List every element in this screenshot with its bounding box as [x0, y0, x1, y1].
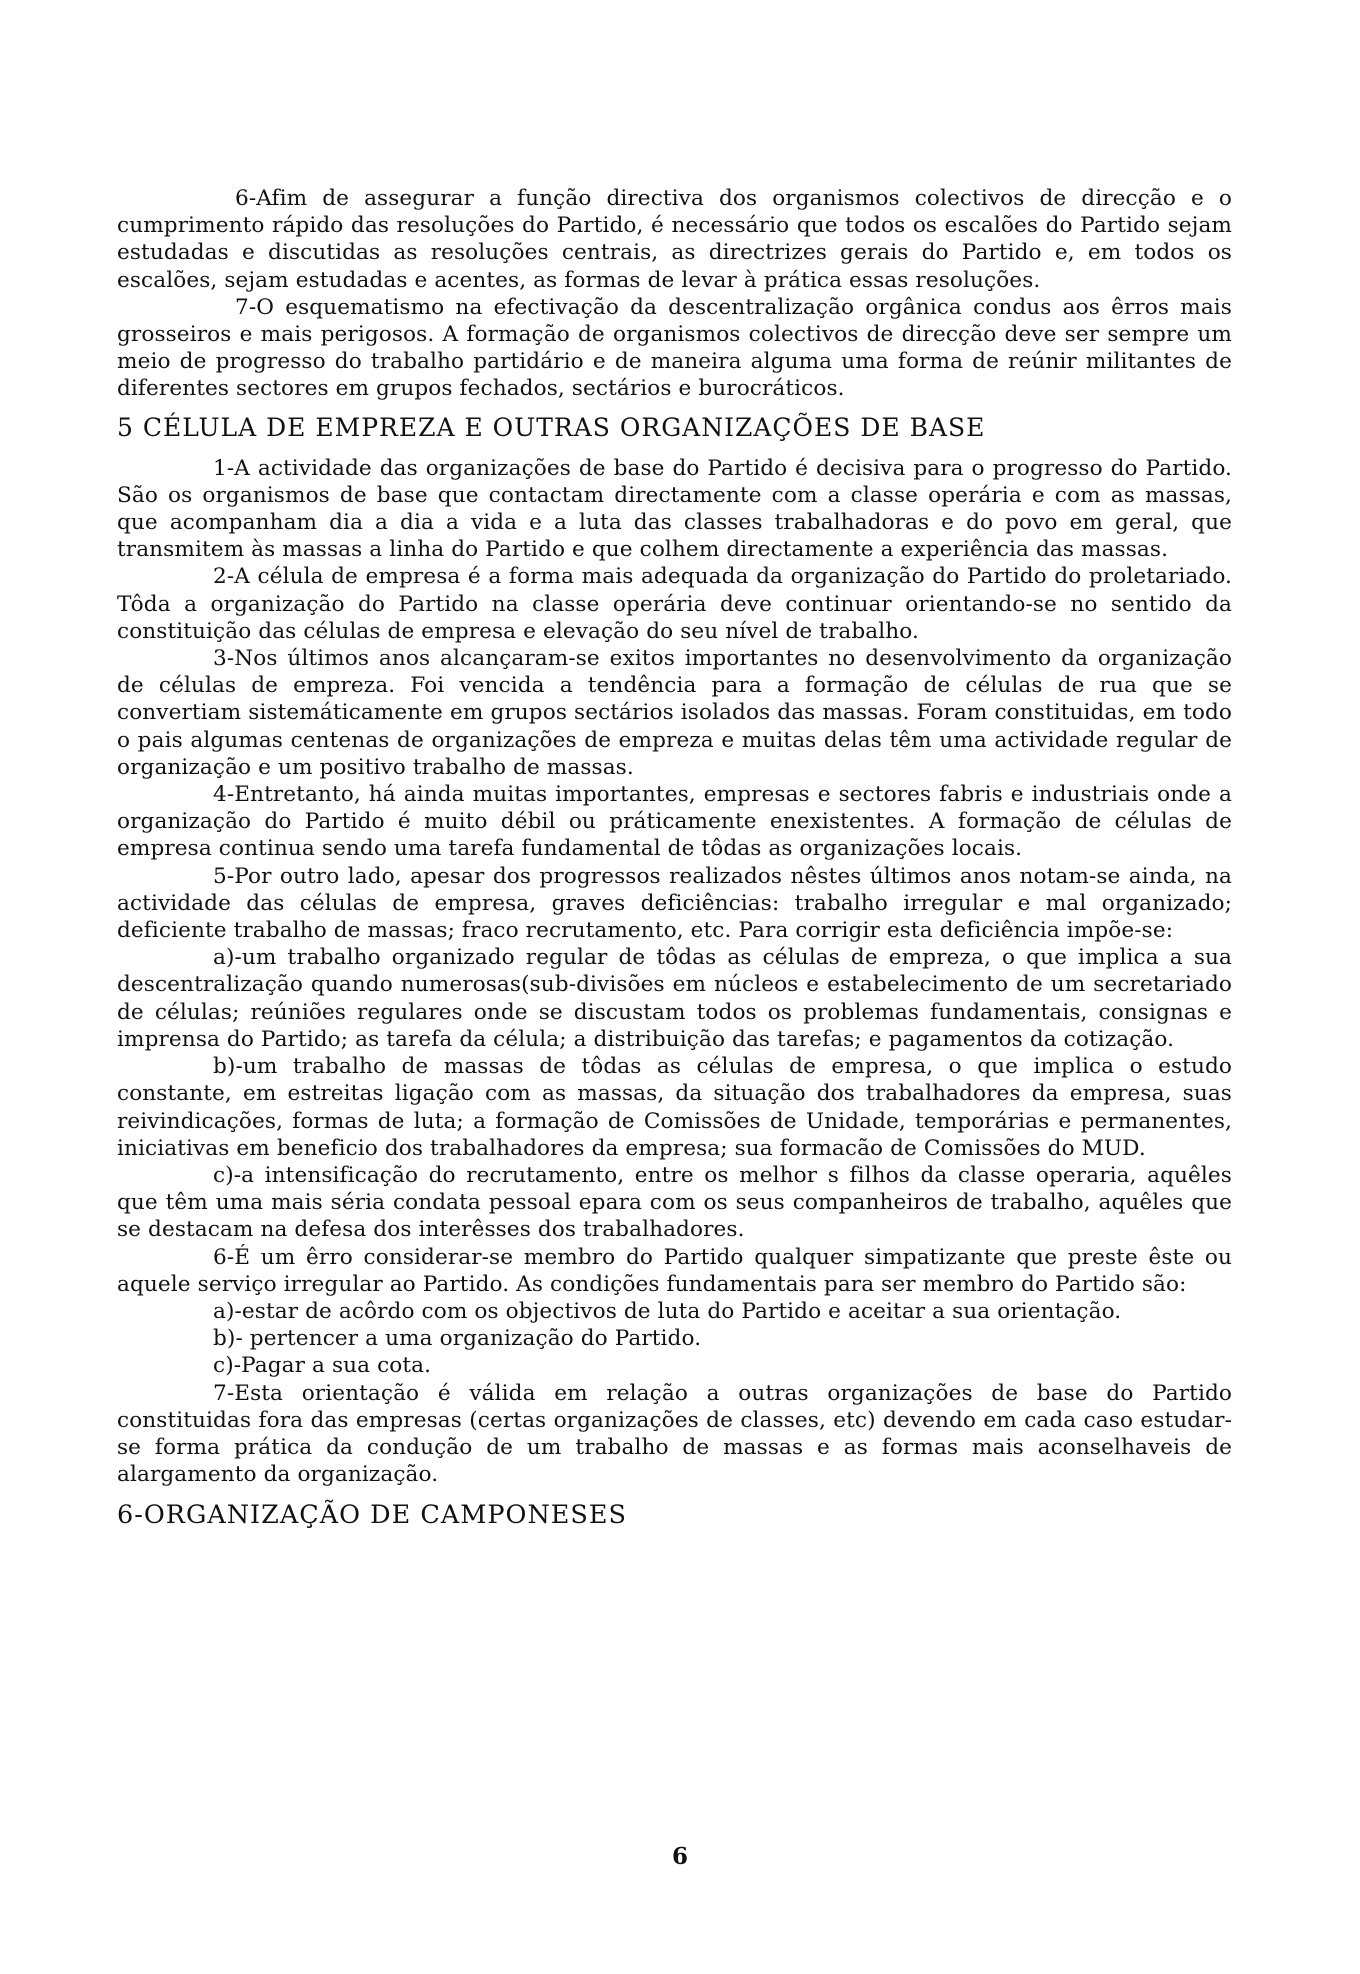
section-5-paragraph-7: 7-Esta orientação é válida em relação a outras organizações de base do Partido constituidas fora das empresas (certas organizações de classes, etc) devendo em cada caso estudar-se forma prática da condução de um trabalho de massas e as formas mais aconselhaveis de alargamento da organização.: [117, 1380, 1232, 1488]
section-5-paragraph-1: 1-A actividade das organizações de base do Partido é decisiva para o progresso do Partido. São os organismos de base que contactam directamente com a classe operária e com as massas, que acompanham dia a dia a vida e a luta das classes trabalhadoras e do povo em geral, que transmitem às massas a linha do Partido e que colhem directamente a experiência das massas.: [117, 455, 1232, 563]
membership-condition-a: a)-estar de acôrdo com os objectivos de luta do Partido e aceitar a sua orientação.: [213, 1298, 1122, 1324]
paragraph-7-schematism: 7-O esquematismo na efectivação da descentralização orgânica condus aos êrros mais grosseiros e mais perigosos. A formação de organismos colectivos de direcção deve ser sempre um meio de progresso do trabalho partidário e de maneira alguma uma forma de reúnir militantes de diferentes sectores em grupos fechados, sectários e burocráticos.: [117, 294, 1232, 402]
section-5-paragraph-3: 3-Nos últimos anos alcançaram-se exitos importantes no desenvolvimento da organização de células de empreza. Foi vencida a tendência para a formação de células de rua que se convertiam sistemáticamente em grupos sectários isolados das massas. Foram constituidas, em todo o pais algumas centenas de organizações de empreza e muitas delas têm uma actividade regular de organização e um positivo trabalho de massas.: [117, 646, 1232, 780]
section-6-heading: 6-ORGANIZAÇÃO DE CAMPONESES: [117, 1500, 627, 1531]
section-5-paragraph-4: 4-Entretanto, há ainda muitas importantes, empresas e sectores fabris e industriais onde a organização do Partido é muito débil ou práticamente enexistentes. A formação de células de empresa continua sendo uma tarefa fundamental de tôdas as organizações locais.: [117, 782, 1232, 862]
document-page: [117, 185, 1232, 1542]
membership-condition-b: b)- pertencer a uma organização do Partido.: [213, 1326, 702, 1352]
subitem-c-recruitment: c)-a intensificação do recrutamento, entre os melhor s filhos da classe operaria, aquêles que têm uma mais séria condata pessoal epara com os seus companheiros de trabalho, aquêles que se destacam na defesa dos interêsses dos trabalhadores.: [117, 1162, 1232, 1243]
section-5-paragraph-6: 6-É um êrro considerar-se membro do Partido qualquer simpatizante que preste êste ou aquele serviço irregular ao Partido. As condições fundamentais para ser membro do Partido são:: [117, 1244, 1232, 1297]
section-5-paragraph-2: 2-A célula de empresa é a forma mais adequada da organização do Partido do proletariado. Tôda a organização do Partido na classe operária deve continuar orientando-se no sentido da constituição das células de empresa e elevação do seu nível de trabalho.: [117, 564, 1232, 644]
subitem-b-mass-work: b)-um trabalho de massas de tôdas as células de empresa, o que implica o estudo constante, em estreitas ligação com as massas, da situação dos trabalhadores da empresa, suas reivindicações, formas de luta; a formação de Comissões de Unidade, temporárias e permanentes, iniciativas em beneficio dos trabalhadores da empresa; sua formacão de Comissões do MUD.: [117, 1054, 1232, 1161]
section-5-paragraph-5: 5-Por outro lado, apesar dos progressos realizados nêstes últimos anos notam-se ainda, na actividade das células de empresa, graves deficiências: trabalho irregular e mal organizado; deficiente trabalho de massas; fraco recrutamento, etc. Para corrigir esta deficiência impõe-se:: [117, 863, 1232, 944]
membership-condition-c: c)-Pagar a sua cota.: [213, 1353, 432, 1379]
paragraph-6-collective-direction: 6-Afim de assegurar a função directiva dos organismos colectivos de direcção e o cumprimento rápido das resoluções do Partido, é necessário que todos os escalões do Partido sejam estudadas e discutidas as resoluções centrais, as directrizes gerais do Partido e, em todos os escalões, sejam estudadas e acentes, as formas de levar à prática essas resoluções.: [117, 186, 1232, 293]
section-5-heading: 5 CÉLULA DE EMPREZA E OUTRAS ORGANIZAÇÕES DE BASE: [117, 412, 986, 442]
subitem-a-organized-work: a)-um trabalho organizado regular de tôdas as células de empreza, o que implica a sua descentralização quando numerosas(sub-divisões em núcleos e estabelecimento de um secretariado de células; reúniões regulares onde se discustam todos os problemas fundamentais, consignas e imprensa do Partido; as tarefa da célula; a distribuição das tarefas; e pagamentos da cotização.: [117, 945, 1232, 1052]
page-number: 6: [671, 1843, 688, 1870]
